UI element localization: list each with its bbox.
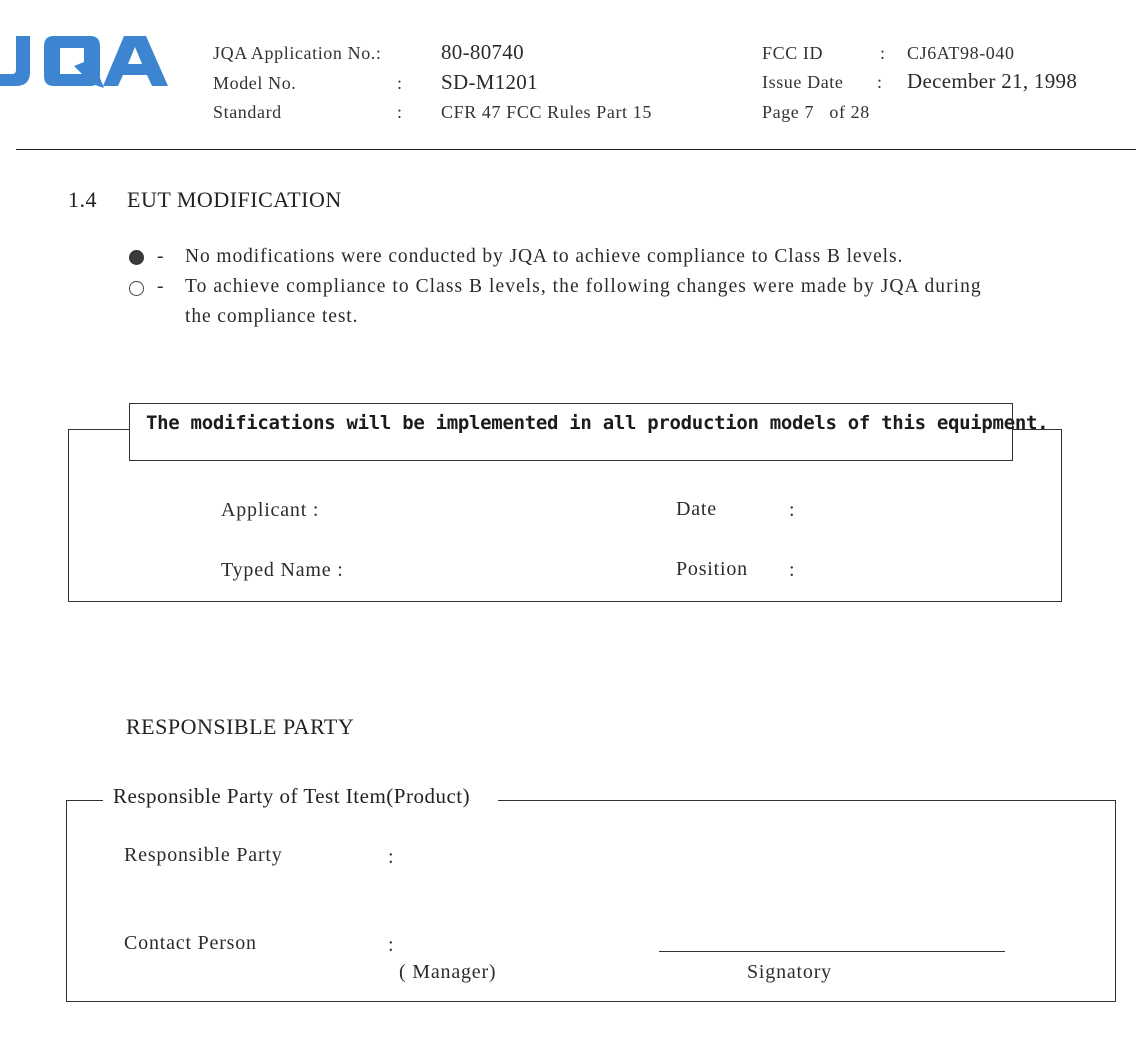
manager-label: ( Manager) [399, 961, 497, 983]
notice-text: The modifications will be implemented in all production models of this equipment. [146, 412, 1049, 434]
responsible-box [66, 800, 1116, 1002]
standard-value: CFR 47 FCC Rules Part 15 [441, 102, 652, 122]
model-label: Model No. [213, 73, 297, 93]
option-dash: - [157, 276, 165, 297]
model-colon: : [397, 73, 403, 93]
signatory-label: Signatory [747, 961, 832, 983]
applicant-label: Applicant : [221, 499, 320, 521]
model-value: SD-M1201 [441, 70, 538, 94]
page-number: Page 7 of 28 [762, 102, 870, 122]
position-colon: : [789, 559, 796, 581]
header-divider [16, 149, 1136, 150]
fcc-id-colon: : [880, 43, 886, 63]
option-changes-made-cont: the compliance test. [185, 306, 359, 327]
date-label: Date [676, 498, 717, 520]
issue-date-value: December 21, 1998 [907, 69, 1078, 93]
date-colon: : [789, 499, 796, 521]
fcc-id-label: FCC ID [762, 43, 824, 63]
contact-person-colon: : [388, 934, 395, 956]
standard-colon: : [397, 102, 403, 122]
radio-selected-icon [129, 250, 144, 265]
position-label: Position [676, 558, 748, 580]
radio-unselected-icon [129, 281, 144, 296]
standard-label: Standard [213, 102, 282, 122]
option-no-modifications: No modifications were conducted by JQA to achieve compliance to Class B levels. [185, 246, 904, 267]
app-no-label: JQA Application No.: [213, 43, 382, 63]
fcc-id-value: CJ6AT98-040 [907, 43, 1015, 63]
issue-date-label: Issue Date [762, 72, 844, 92]
jqa-logo [0, 34, 168, 88]
responsible-box-title: Responsible Party of Test Item(Product) [103, 784, 498, 809]
option-dash: - [157, 246, 165, 267]
option-changes-made: To achieve compliance to Class B levels, the following changes were made by JQA during [185, 276, 982, 297]
signature-line [659, 951, 1005, 952]
responsible-party-colon: : [388, 846, 395, 868]
section-number: 1.4 [68, 187, 97, 212]
section-title: EUT MODIFICATION [127, 187, 342, 212]
typed-name-label: Typed Name : [221, 559, 344, 581]
issue-date-colon: : [877, 72, 883, 92]
app-no-value: 80-80740 [441, 40, 524, 64]
logo-text: JQA [84, 64, 86, 65]
contact-person-label: Contact Person [124, 932, 257, 954]
responsible-heading: RESPONSIBLE PARTY [126, 714, 355, 739]
responsible-party-label: Responsible Party [124, 844, 283, 866]
